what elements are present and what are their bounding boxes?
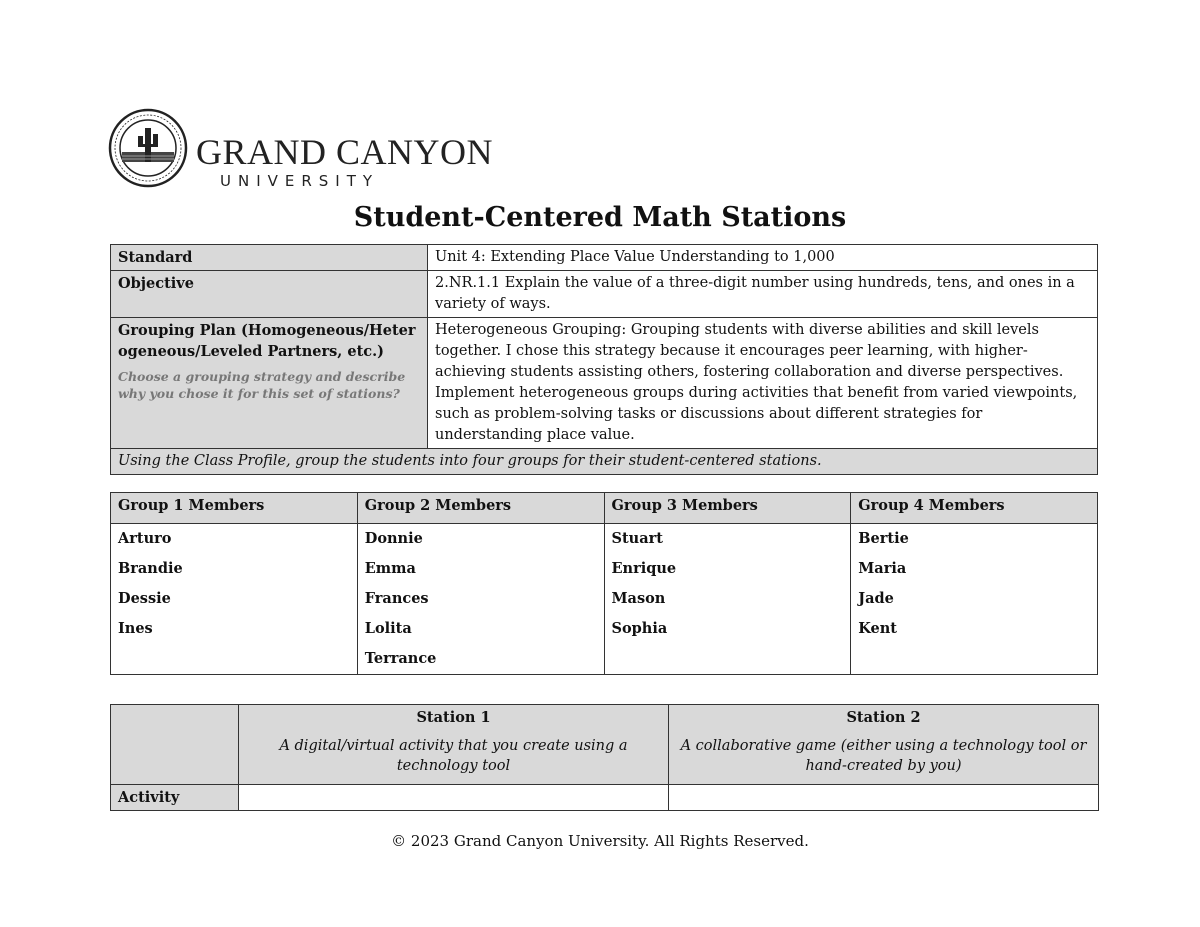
gcu-logo [108,108,494,192]
stations-desc-row [111,730,1099,785]
stations-header-row [111,705,1099,731]
group-member-row [111,554,1098,584]
standard-row [111,245,1098,271]
group-member-row [111,524,1098,555]
standard-label: Standard [111,245,428,271]
group-1-header: Group 1 Members [111,493,358,524]
grouping-value: Heterogeneous Grouping: Grouping students with diverse abilities and skill levels together. I chose this strategy because it encourages peer learning, with higher-achieving students assisting others, fostering collaboration and diverse perspectives. Implement heterogeneous groups during activities that benefit from varied viewpoints, such as problem-solving tasks or discussions about different strategies for understanding place value. [428,318,1098,449]
info-table [110,244,1098,475]
group-3-member: Stuart [604,524,851,555]
group-member-row [111,614,1098,644]
group-rows [111,524,1098,675]
group-member-row [111,584,1098,614]
station-2-activity-cell[interactable] [669,785,1099,811]
station-2-title: Station 2 [669,705,1099,731]
stations-table [110,704,1099,811]
group-3-member: Mason [604,584,851,614]
copyright-footer: © 2023 Grand Canyon University. All Rights Reserved. [391,832,809,850]
grouping-hint: Choose a grouping strategy and describe why you chose it for this set of stations? [118,369,406,401]
page-title: Student-Centered Math Stations [353,202,847,233]
activity-row [111,785,1099,811]
objective-value: 2.NR.1.1 Explain the value of a three-digit number using hundreds, tens, and ones in a variety of ways. [428,271,1098,318]
stations-corner-cell [111,705,239,785]
grouping-label: Grouping Plan (Homogeneous/Heterogeneous/Leveled Partners, etc.) [118,322,416,360]
station-2-description: A collaborative game (either using a technology tool or hand-created by you) [669,730,1099,785]
objective-label: Objective [111,271,428,318]
instruction-text: Using the Class Profile, group the students into four groups for their student-centered stations. [111,449,1098,475]
brand-university: UNIVERSITY [220,172,380,190]
group-2-member: Lolita [357,614,604,644]
university-seal-icon [108,108,188,188]
group-4-member: Bertie [851,524,1098,555]
station-1-title: Station 1 [239,705,669,731]
grouping-row [111,318,1098,449]
group-4-member: Maria [851,554,1098,584]
station-1-description: A digital/virtual activity that you create using a technology tool [239,730,669,785]
group-3-member: Enrique [604,554,851,584]
group-member-row [111,644,1098,675]
grouping-label-cell [111,318,428,449]
group-4-member: Kent [851,614,1098,644]
group-2-header: Group 2 Members [357,493,604,524]
group-4-member [851,644,1098,675]
group-1-member: Arturo [111,524,358,555]
activity-label: Activity [111,785,239,811]
group-3-member: Sophia [604,614,851,644]
groups-header-row [111,493,1098,524]
group-1-member: Dessie [111,584,358,614]
group-2-member: Donnie [357,524,604,555]
group-1-member: Ines [111,614,358,644]
groups-table [110,492,1098,675]
brand-name: GRAND CANYON [196,132,494,172]
group-2-member: Frances [357,584,604,614]
group-4-member: Jade [851,584,1098,614]
group-3-header: Group 3 Members [604,493,851,524]
group-1-member: Brandie [111,554,358,584]
objective-row [111,271,1098,318]
instruction-row [111,449,1098,475]
standard-value: Unit 4: Extending Place Value Understanding to 1,000 [428,245,1098,271]
group-2-member: Terrance [357,644,604,675]
group-4-header: Group 4 Members [851,493,1098,524]
group-1-member [111,644,358,675]
group-2-member: Emma [357,554,604,584]
group-3-member [604,644,851,675]
station-1-activity-cell[interactable] [239,785,669,811]
